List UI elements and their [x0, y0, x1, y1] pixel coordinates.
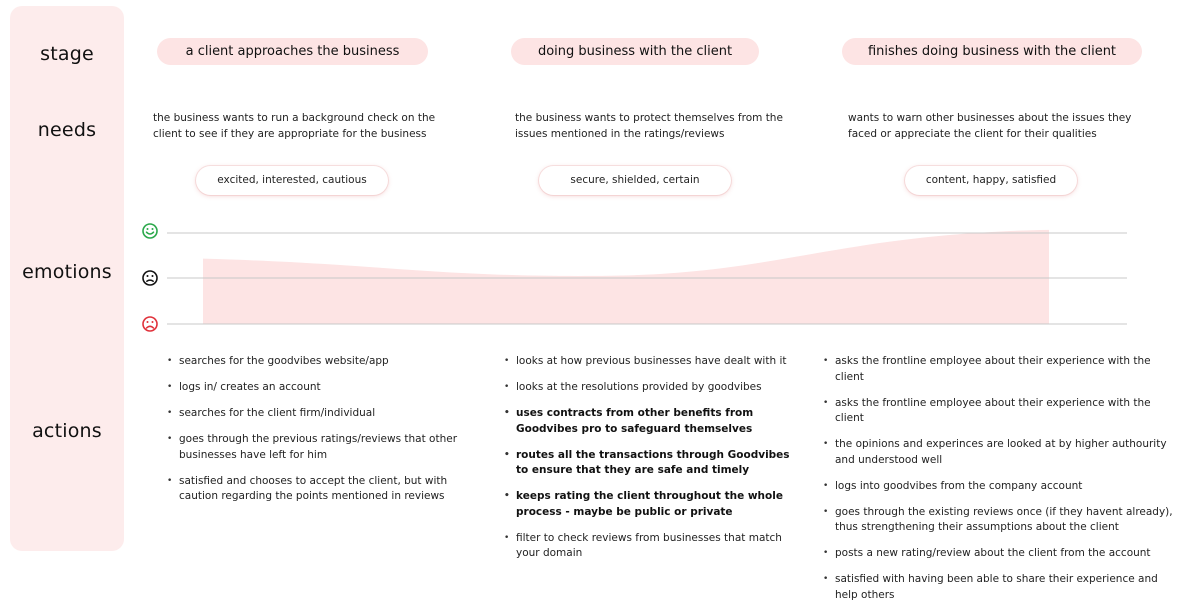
happy-face-icon [141, 222, 159, 240]
actions-column-1 [167, 354, 467, 515]
action-item: • logs in/ creates an account [167, 380, 467, 396]
emotion-tag-2: secure, shielded, certain [539, 166, 731, 195]
action-item: • satisfied with having been able to share their experience and help others [823, 572, 1178, 603]
sad-face-icon [141, 315, 159, 333]
action-item: • keeps rating the client throughout the whole process - maybe be public or private [504, 489, 794, 520]
action-item: • asks the frontline employee about their experience with the client [823, 396, 1178, 427]
action-item: • looks at how previous businesses have dealt with it [504, 354, 794, 370]
action-item: • asks the frontline employee about their experience with the client [823, 354, 1178, 385]
action-item: • uses contracts from other benefits from Goodvibes pro to safeguard themselves [504, 406, 794, 437]
need-1-text: the business wants to run a background check on the client to see if they are appropriate for the business [153, 112, 436, 140]
needs-row-label: needs [37, 119, 97, 141]
stage-1-pill: a client approaches the business [157, 38, 428, 65]
emotion-curve-area [203, 230, 1049, 324]
emotion-tag-3: content, happy, satisfied [905, 166, 1077, 195]
neutral-face-icon [141, 269, 159, 287]
action-item: • posts a new rating/review about the client from the account [823, 546, 1178, 562]
action-item: • goes through the previous ratings/reviews that other businesses have left for him [167, 432, 467, 463]
action-item: • the opinions and experinces are looked at by higher authourity and understood well [823, 437, 1178, 468]
stage-3-pill: finishes doing business with the client [842, 38, 1142, 65]
emotion-tag-1: excited, interested, cautious [196, 166, 388, 195]
actions-column-2 [504, 354, 794, 572]
action-item: • looks at the resolutions provided by goodvibes [504, 380, 794, 396]
action-item: • goes through the existing reviews once (if they havent already), thus strengthening their assumptions about the client [823, 505, 1178, 536]
action-item: • searches for the goodvibes website/app [167, 354, 467, 370]
actions-row-label: actions [32, 420, 102, 442]
action-item: • searches for the client firm/individual [167, 406, 467, 422]
stage-2-pill: doing business with the client [511, 38, 759, 65]
need-2-text: the business wants to protect themselves from the issues mentioned in the ratings/reviews [515, 112, 783, 140]
emotions-row-label: emotions [22, 261, 112, 283]
action-item: • satisfied and chooses to accept the client, but with caution regarding the points mentioned in reviews [167, 474, 467, 505]
action-item: • routes all the transactions through Goodvibes to ensure that they are safe and timely [504, 448, 794, 479]
stage-row-label: stage [40, 43, 94, 65]
action-item: • filter to check reviews from businesses that match your domain [504, 531, 794, 562]
need-3-text: wants to warn other businesses about the issues they faced or appreciate the client for their qualities [848, 112, 1132, 140]
action-item: • logs into goodvibes from the company account [823, 479, 1178, 495]
